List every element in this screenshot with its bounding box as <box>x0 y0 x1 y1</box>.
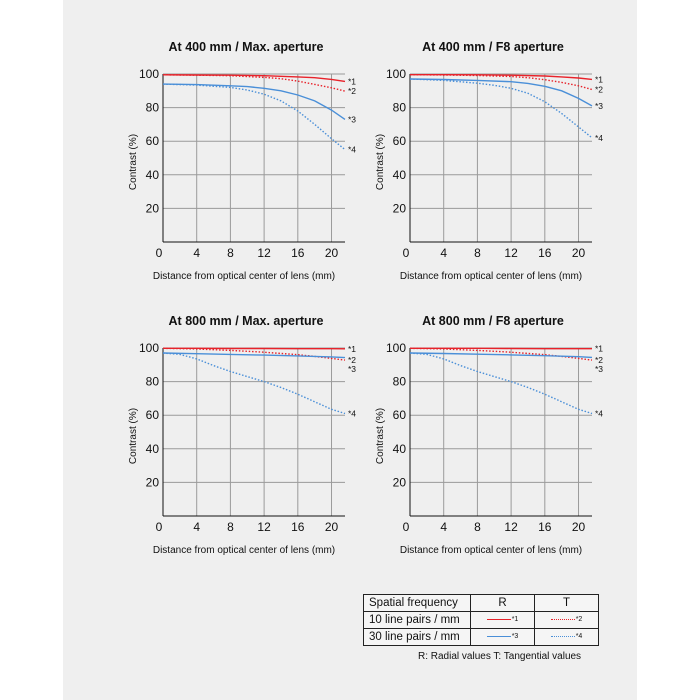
y-tick-label: 40 <box>145 441 159 456</box>
swatch-dotted-red <box>551 619 575 620</box>
series-end-label: *3 <box>595 100 604 111</box>
x-tick-label: 8 <box>227 246 234 260</box>
x-tick-label: 4 <box>440 520 448 534</box>
series-line <box>163 84 345 119</box>
series-line <box>410 79 592 138</box>
mtf-chart-800-f8 <box>362 310 622 560</box>
series-end-label: *4 <box>348 144 357 155</box>
y-tick-label: 80 <box>145 374 159 389</box>
series-end-label: *1 <box>348 343 357 354</box>
x-tick-label: 12 <box>257 246 271 260</box>
legend-swatch-r30 <box>471 629 535 646</box>
x-tick-label: 16 <box>538 246 552 260</box>
series-end-label: *1 <box>348 76 357 87</box>
x-axis-label: Distance from optical center of lens (mm) <box>399 545 583 556</box>
mtf-chart-400-f8 <box>362 36 622 286</box>
series-end-label: *4 <box>595 408 604 419</box>
chart-title: At 400 mm / Max. aperture <box>168 40 324 54</box>
x-tick-label: 4 <box>193 246 201 260</box>
x-tick-label: 20 <box>324 520 339 534</box>
y-tick-label: 100 <box>138 341 159 355</box>
x-tick-label: 16 <box>538 520 552 534</box>
series-line <box>163 75 345 91</box>
x-axis-label: Distance from optical center of lens (mm) <box>152 545 336 556</box>
y-tick-label: 80 <box>392 374 406 389</box>
series-end-label: *2 <box>348 355 357 366</box>
series-end-label: *1 <box>595 343 604 354</box>
y-axis-label: Contrast (%) <box>128 133 139 191</box>
y-tick-label: 40 <box>145 167 159 182</box>
chart-title: At 800 mm / F8 aperture <box>422 314 564 328</box>
series-line <box>410 353 592 414</box>
series-end-label: *2 <box>595 84 604 95</box>
series-end-label: *2 <box>595 355 604 366</box>
swatch-dotted-blue <box>551 636 575 637</box>
y-tick-label: 40 <box>392 167 406 182</box>
legend-col-t: T <box>535 595 599 612</box>
x-tick-label: 20 <box>571 520 586 534</box>
swatch-label: *4 <box>575 633 583 641</box>
x-tick-label: 12 <box>257 520 271 534</box>
x-tick-label: 0 <box>155 520 163 534</box>
swatch-label: *2 <box>575 616 583 624</box>
y-tick-label: 80 <box>145 100 159 115</box>
legend-row-30 <box>364 629 599 646</box>
y-axis-label: Contrast (%) <box>128 407 139 465</box>
series-line <box>163 353 345 414</box>
legend-col-r: R <box>471 595 535 612</box>
x-axis-label: Distance from optical center of lens (mm) <box>152 271 336 282</box>
mtf-chart-page <box>63 0 637 700</box>
swatch-label: *1 <box>511 616 519 624</box>
swatch-solid-red <box>487 619 511 620</box>
x-tick-label: 0 <box>402 246 410 260</box>
x-tick-label: 12 <box>504 246 518 260</box>
legend-table <box>363 594 599 646</box>
series-end-label: *3 <box>348 114 357 125</box>
series-line <box>163 84 345 150</box>
legend-header: Spatial frequency <box>364 595 471 612</box>
x-tick-label: 4 <box>440 246 448 260</box>
y-tick-label: 100 <box>385 67 406 81</box>
y-tick-label: 20 <box>145 201 159 216</box>
y-tick-label: 20 <box>392 475 406 490</box>
x-tick-label: 16 <box>291 246 305 260</box>
x-tick-label: 0 <box>155 246 163 260</box>
x-tick-label: 8 <box>474 520 481 534</box>
series-end-label: *2 <box>348 86 357 97</box>
x-tick-label: 16 <box>291 520 305 534</box>
y-tick-label: 100 <box>385 341 406 355</box>
y-tick-label: 20 <box>145 475 159 490</box>
swatch-solid-blue <box>487 636 511 637</box>
x-tick-label: 20 <box>571 246 586 260</box>
footnote: R: Radial values T: Tangential values <box>418 651 582 662</box>
swatch-label: *3 <box>511 633 519 641</box>
y-tick-label: 60 <box>392 408 406 423</box>
y-tick-label: 60 <box>392 134 406 149</box>
chart-title: At 800 mm / Max. aperture <box>168 314 324 328</box>
legend-header-row <box>364 595 599 612</box>
x-tick-label: 8 <box>227 520 234 534</box>
series-end-label: *4 <box>348 408 357 419</box>
mtf-chart-800-max <box>115 310 375 560</box>
legend-label-10: 10 line pairs / mm <box>364 612 471 629</box>
y-tick-label: 60 <box>145 134 159 149</box>
series-end-label: *3 <box>348 364 357 375</box>
y-tick-label: 100 <box>138 67 159 81</box>
y-axis-label: Contrast (%) <box>375 133 386 191</box>
legend-swatch-t30 <box>535 629 599 646</box>
x-tick-label: 20 <box>324 246 339 260</box>
mtf-chart-400-max <box>115 36 375 286</box>
legend-label-30: 30 line pairs / mm <box>364 629 471 646</box>
series-end-label: *4 <box>595 132 604 143</box>
y-tick-label: 40 <box>392 441 406 456</box>
y-axis-label: Contrast (%) <box>375 407 386 465</box>
x-tick-label: 12 <box>504 520 518 534</box>
series-end-label: *3 <box>595 364 604 375</box>
series-end-label: *1 <box>595 74 604 85</box>
legend-row-10 <box>364 612 599 629</box>
y-tick-label: 60 <box>145 408 159 423</box>
y-tick-label: 20 <box>392 201 406 216</box>
legend-swatch-t10 <box>535 612 599 629</box>
y-tick-label: 80 <box>392 100 406 115</box>
x-tick-label: 4 <box>193 520 201 534</box>
x-tick-label: 8 <box>474 246 481 260</box>
legend-swatch-r10 <box>471 612 535 629</box>
x-tick-label: 0 <box>402 520 410 534</box>
x-axis-label: Distance from optical center of lens (mm) <box>399 271 583 282</box>
chart-title: At 400 mm / F8 aperture <box>422 40 564 54</box>
